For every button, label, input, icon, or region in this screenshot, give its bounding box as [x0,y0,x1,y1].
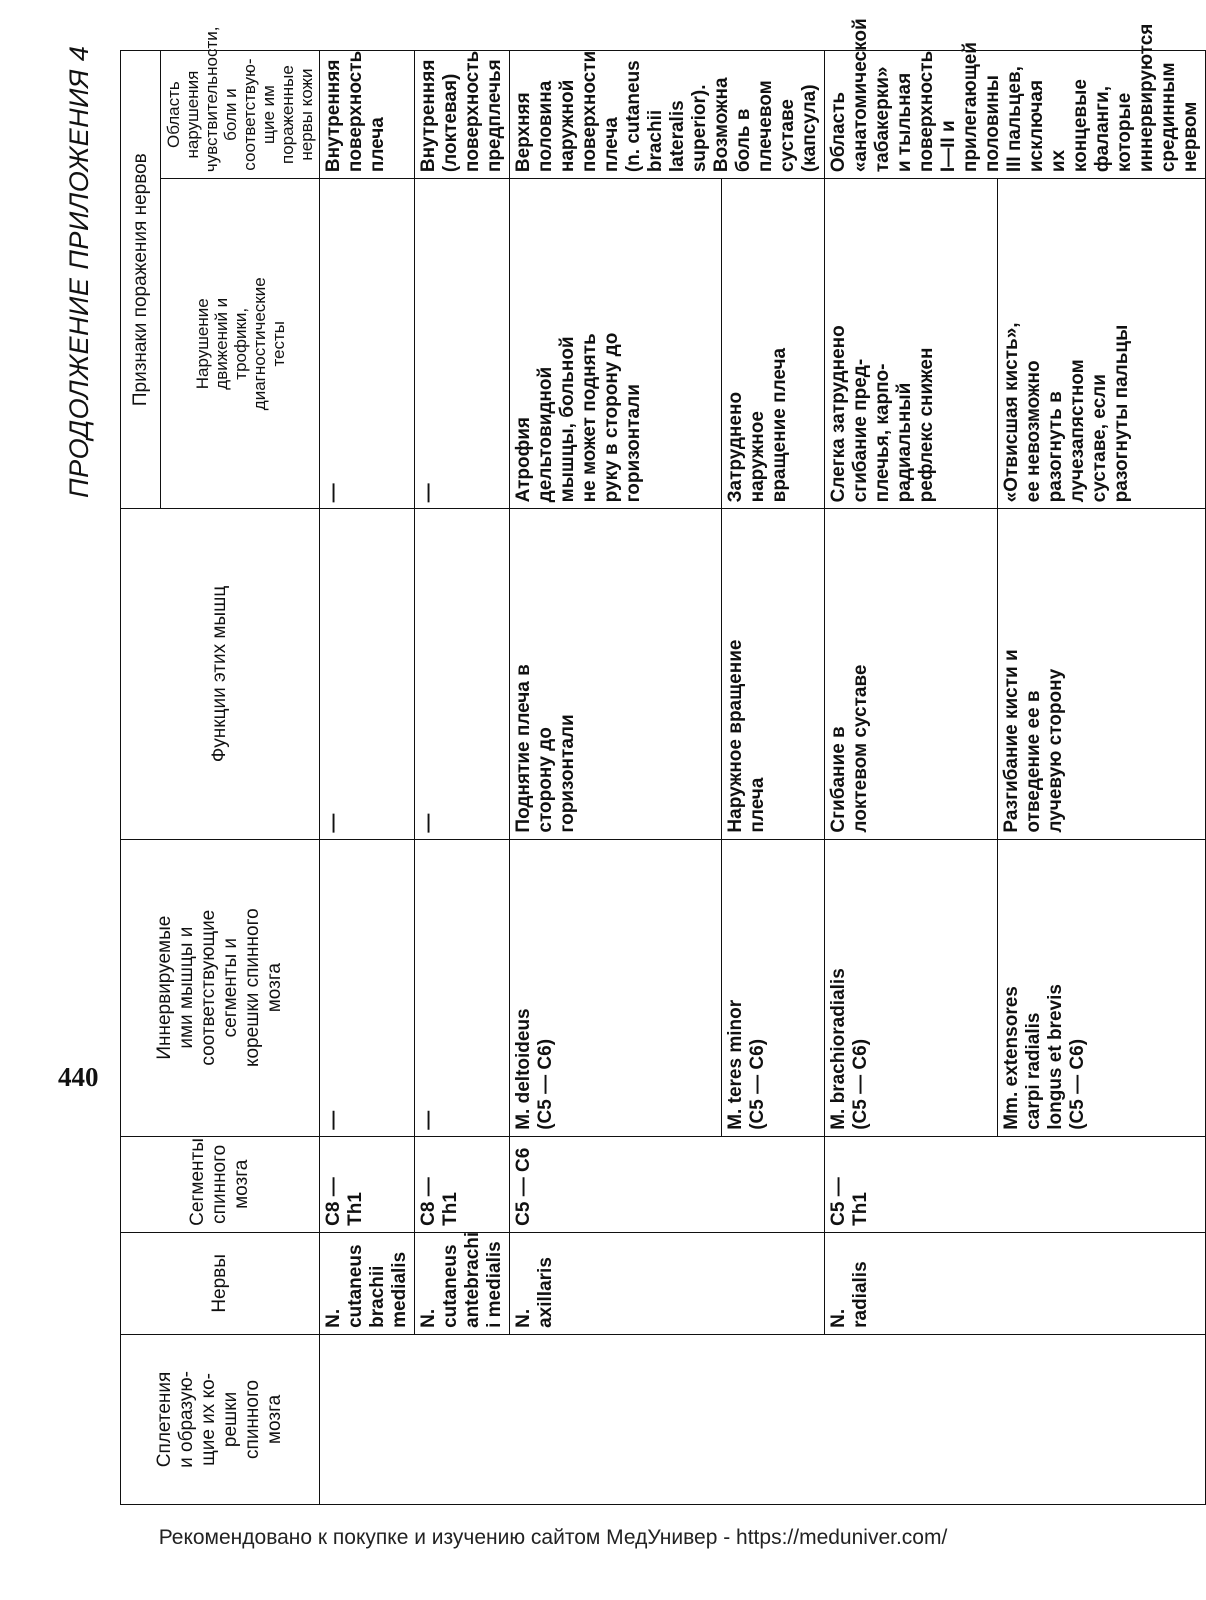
function-value: Поднятие плеча в сторону до горизонтали [510,509,722,839]
muscle-value: Mm. extensores carpi radialis longus et brevis (C5 — C6) [998,839,1206,1136]
footer-watermark: Рекомендовано к покупке и изучению сайтом МедУнивер - https://meduniver.com/ [158,1526,948,1549]
sensory-value: Внутренняя поверхность плеча [320,51,415,179]
page-number: 440 [58,1062,99,1092]
header-muscles: Иннервируемые ими мышцы и соответствующие сегменты и корешки спинного мозга [121,839,320,1136]
motor-value: — [320,179,415,509]
nerve-lesion-table [120,18,1206,1505]
header-motor: Нарушение движений и трофики, диагностические тесты [161,179,320,509]
header-segments: Сегменты спинного мозга [121,1136,320,1232]
nerve-name: N. cutaneus brachii medialis [320,1232,415,1334]
muscle-value: — [415,839,510,1136]
sensory-value: Область «анатомической табакерки» и тыльная поверхность I—II и прилегающей половины III пальцев, исключая их концевые фаланги, которые иннервируются срединным нервом [825,51,1206,179]
running-head: ПРОДОЛЖЕНИЕ ПРИЛОЖЕНИЯ 4 [64,45,94,498]
nerve-name: N. axillaris [510,1232,825,1334]
segments-value: C5 — Th1 [825,1136,1206,1232]
nerve-name: N. radialis [825,1232,1206,1334]
segments-value: C5 — C6 [510,1136,825,1232]
function-value: — [320,509,415,839]
motor-value: — [415,179,510,509]
muscle-value: M. teres minor (C5 — C6) [721,839,824,1136]
segments-value: C8 — Th1 [320,1136,415,1232]
muscle-value: M. brachioradialis (C5 — C6) [825,839,998,1136]
header-signs: Признаки поражения нервов [121,51,161,509]
segments-value: C8 — Th1 [415,1136,510,1232]
motor-value: Слегка затруднено сгибание пред- плечья, карпо- радиальный рефлекс снижен [825,179,998,509]
header-plexus: Сплетения и образую- щие их ко- решки спинного мозга [121,1334,320,1504]
muscle-value: — [320,839,415,1136]
sensory-value: Верхняя половина наружной поверхности плеча (n. cutaneus brachii lateralis superior). Возможна боль в плечевом суставе (капсула) [510,51,825,179]
header-functions: Функции этих мышц [121,509,320,839]
header-sensory: Область нарушения чувствительности, боли и соответствую- щие им пораженные нервы кожи [161,51,320,179]
function-value: Разгибание кисти и отведение ее в лучевую сторону [998,509,1206,839]
function-value: Наружное вращение плеча [721,509,824,839]
motor-value: Затруднено наружное вращение плеча [721,179,824,509]
motor-value: «Отвисшая кисть», ее невозможно разогнуть в лучезапястном суставе, если разогнуты пальцы [998,179,1206,509]
header-nerves: Нервы [121,1232,320,1334]
motor-value: Атрофия дельтовидной мышцы, больной не может поднять руку в сторону до горизонтали [510,179,722,509]
plexus-cell [320,1334,1206,1504]
sensory-value: Внутренняя (локтевая) поверхность предплечья [415,51,510,179]
function-value: Сгибание в локтевом суставе [825,509,998,839]
nerve-name: N. cutaneus antebrachi i medialis [415,1232,510,1334]
muscle-value: M. deltoideus (C5 — C6) [510,839,722,1136]
function-value: — [415,509,510,839]
